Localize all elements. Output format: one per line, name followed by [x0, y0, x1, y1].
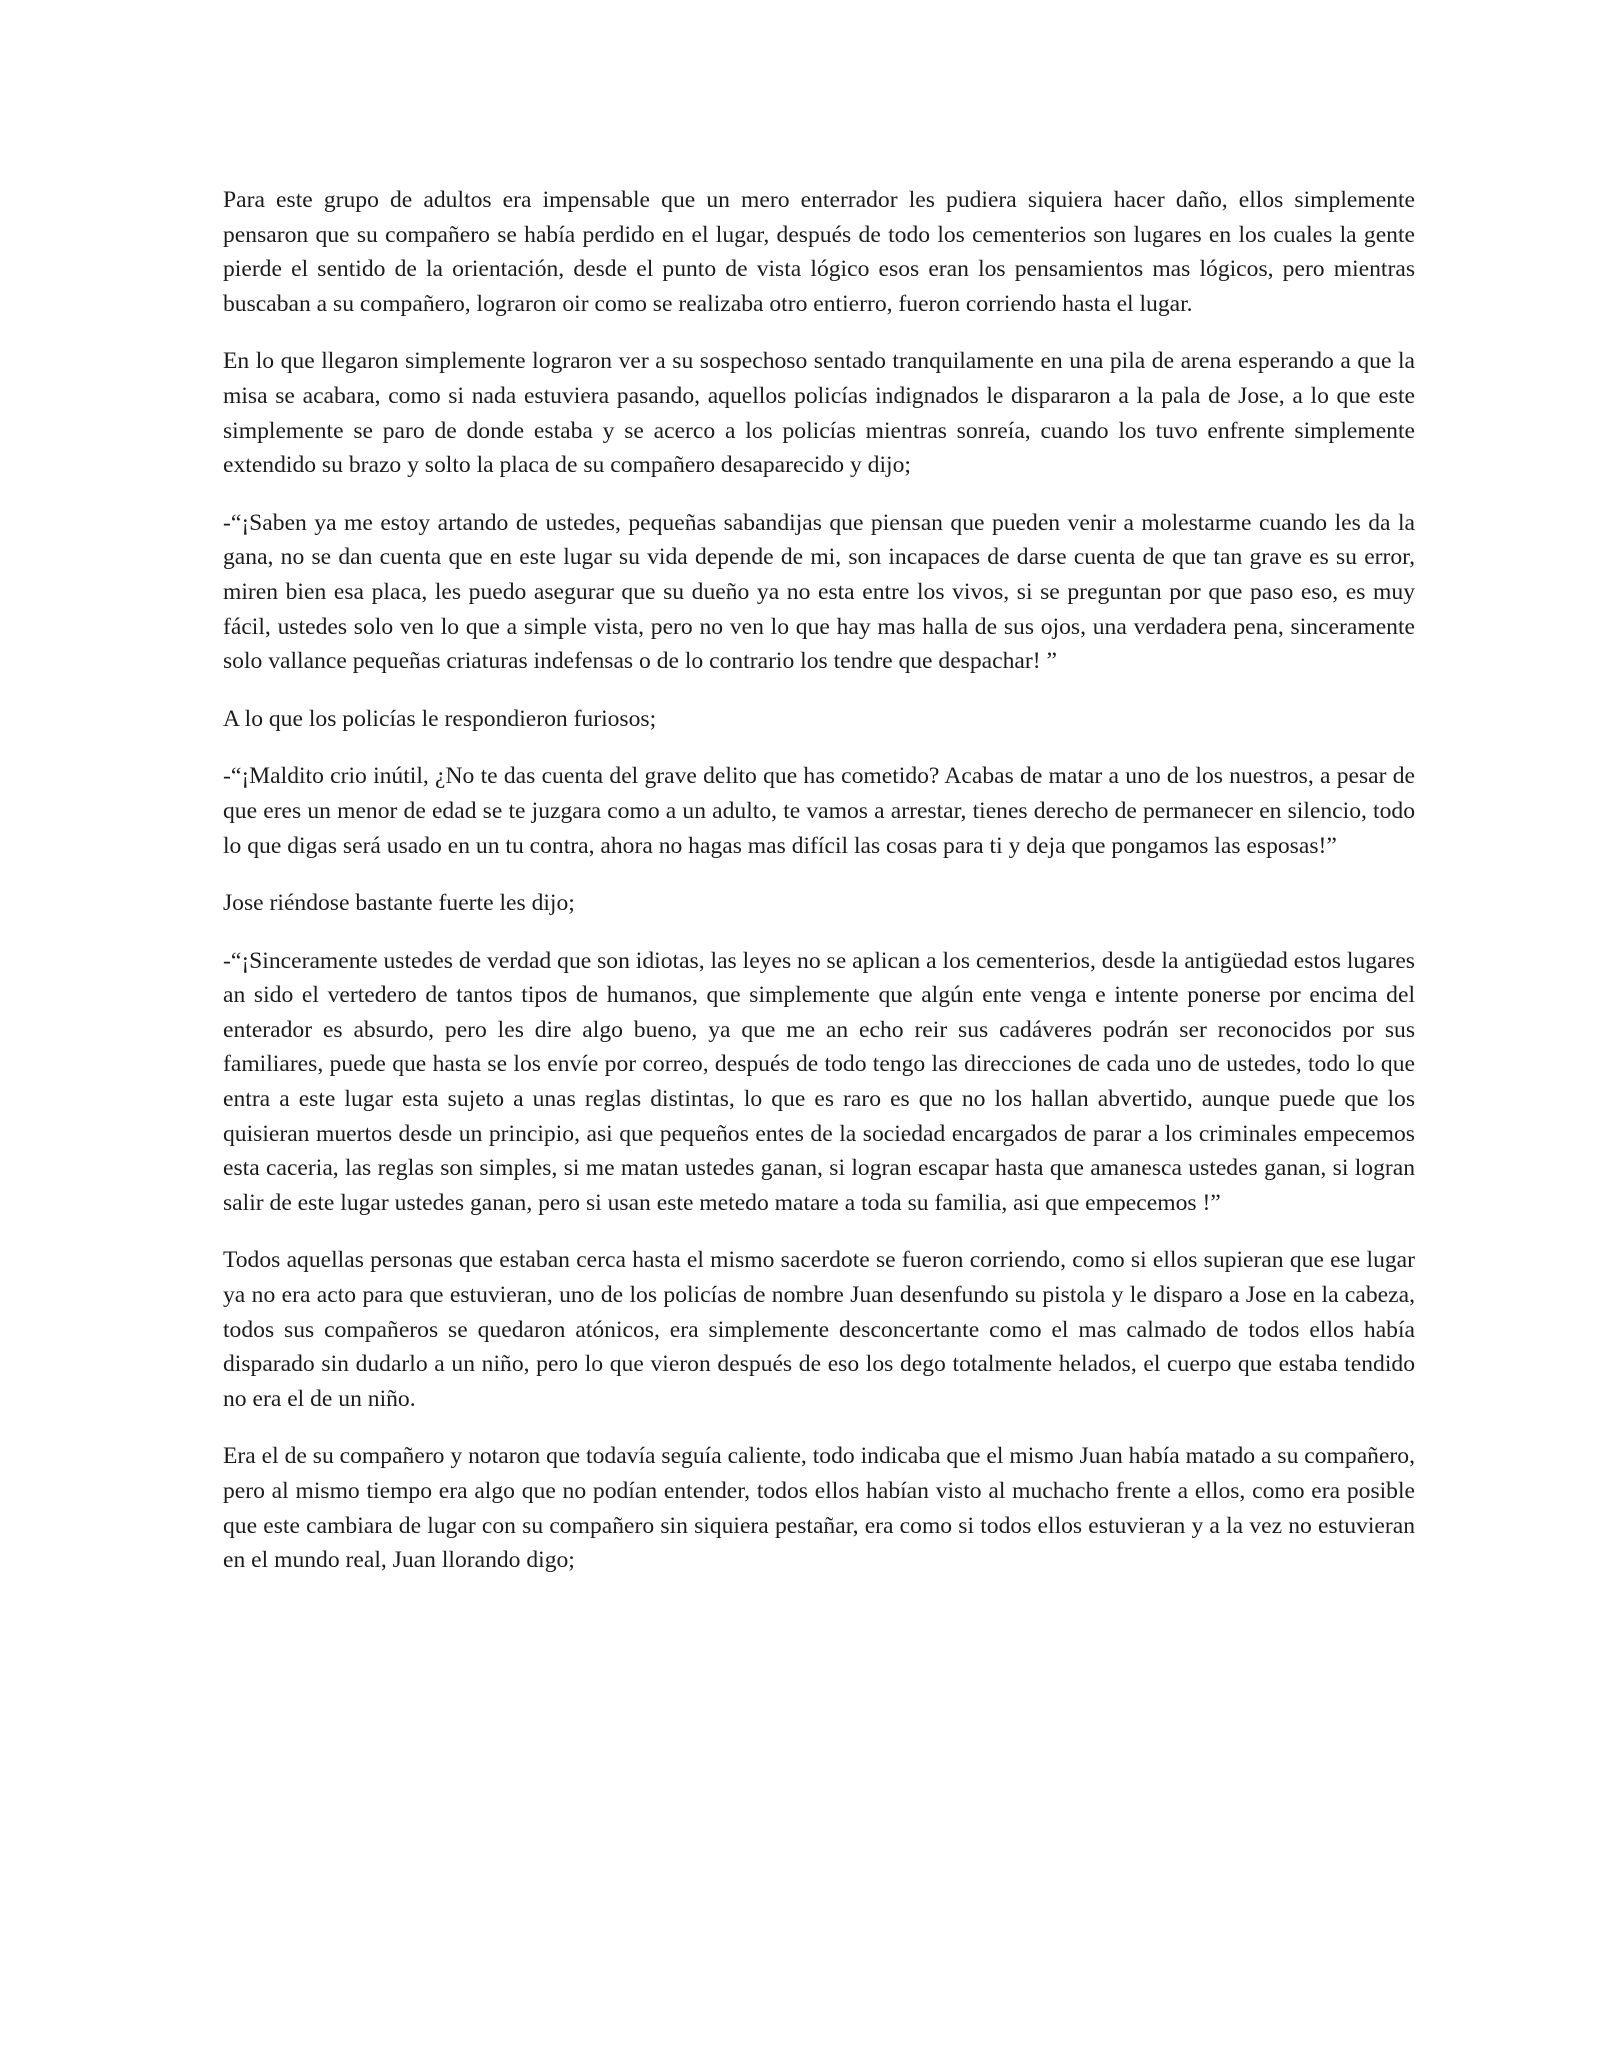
document-body	[223, 183, 1415, 1601]
paragraph: En lo que llegaron simplemente lograron ver a su sospechoso sentado tranquilamente en una pila de arena esperando a que la misa se acabara, como si nada estuviera pasando, aquellos policías indignados le dispararon a la pala de Jose, a lo que este simplemente se paro de donde estaba y se acerco a los policías mientras sonreía, cuando los tuvo enfrente simplemente extendido su brazo y solto la placa de su compañero desaparecido y dijo;	[223, 348, 1415, 479]
paragraph: -“¡Maldito crio inútil, ¿No te das cuenta del grave delito que has cometido? Acabas de matar a uno de los nuestros, a pesar de que eres un menor de edad se te juzgara como a un adulto, te vamos a arrestar, tienes derecho de permanecer en silencio, todo lo que digas será usado en un tu contra, ahora no hagas mas difícil las cosas para ti y deja que pongamos las esposas!”	[223, 763, 1415, 859]
paragraph: Jose riéndose bastante fuerte les dijo;	[223, 890, 575, 917]
paragraph: Todos aquellas personas que estaban cerca hasta el mismo sacerdote se fueron corriendo, como si ellos supieran que ese lugar ya no era acto para que estuvieran, uno de los policías de nombre Juan desenfundo su pistola y le disparo a Jose en la cabeza, todos sus compañeros se quedaron atónicos, era simplemente desconcertante como el mas calmado de todos ellos había disparado sin dudarlo a un niño, pero lo que vieron después de eso los dego totalmente helados, el cuerpo que estaba tendido no era el de un niño.	[223, 1247, 1415, 1412]
paragraph: -“¡Saben ya me estoy artando de ustedes, pequeñas sabandijas que piensan que pueden venir a molestarme cuando les da la gana, no se dan cuenta que en este lugar su vida depende de mi, son incapaces de darse cuenta de que tan grave es su error, miren bien esa placa, les puedo asegurar que su dueño ya no esta entre los vivos, si se preguntan por que paso eso, es muy fácil, ustedes solo ven lo que a simple vista, pero no ven lo que hay mas halla de sus ojos, una verdadera pena, sinceramente solo vallance pequeñas criaturas indefensas o de lo contrario los tendre que despachar! ”	[223, 509, 1415, 675]
paragraph: Para este grupo de adultos era impensable que un mero enterrador les pudiera siquiera hacer daño, ellos simplemente pensaron que su compañero se había perdido en el lugar, después de todo los cementerios son lugares en los cuales la gente pierde el sentido de la orientación, desde el punto de vista lógico esos eran los pensamientos mas lógicos, pero mientras buscaban a su compañero, lograron oir como se realizaba otro entierro, fueron corriendo hasta el lugar.	[223, 187, 1415, 317]
paragraph: Era el de su compañero y notaron que todavía seguía caliente, todo indicaba que el mismo Juan había matado a su compañero, pero al mismo tiempo era algo que no podían entender, todos ellos habían visto al muchacho frente a ellos, como era posible que este cambiara de lugar con su compañero sin siquiera pestañar, era como si todos ellos estuvieran y a la vez no estuvieran en el mundo real, Juan llorando digo;	[223, 1443, 1415, 1574]
paragraph: A lo que los policías le respondieron furiosos;	[223, 705, 657, 732]
paragraph: -“¡Sinceramente ustedes de verdad que son idiotas, las leyes no se aplican a los cementerios, desde la antigüedad estos lugares an sido el vertedero de tantos tipos de humanos, que simplemente que algún ente venga e intente ponerse por encima del enterador es absurdo, pero les dire algo bueno, ya que me an echo reir sus cadáveres podrán ser reconocidos por sus familiares, puede que hasta se los envíe por correo, después de todo tengo las direcciones de cada uno de ustedes, todo lo que entra a este lugar esta sujeto a unas reglas distintas, lo que es raro es que no los hallan abvertido, aunque puede que los quisieran muertos desde un principio, asi que pequeños entes de la sociedad encargados de parar a los criminales empecemos esta caceria, las reglas son simples, si me matan ustedes ganan, si logran escapar hasta que amanesca ustedes ganan, si logran salir de este lugar ustedes ganan, pero si usan este metedo matare a toda su familia, asi que empecemos !”	[223, 947, 1415, 1216]
